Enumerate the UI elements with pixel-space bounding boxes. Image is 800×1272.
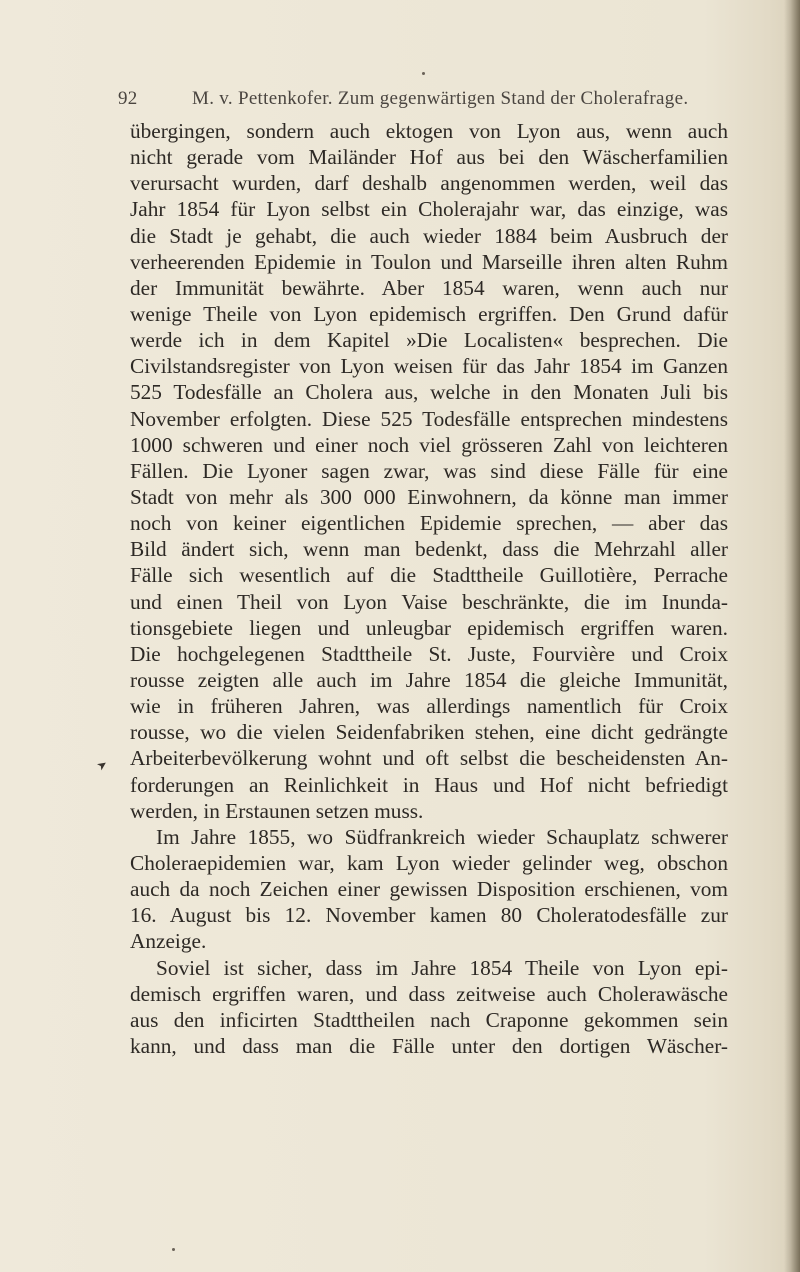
text-line: Jahr 1854 für Lyon selbst ein Cholerajahr war, das einzige, was	[130, 197, 728, 222]
text-line: wenige Theile von Lyon epidemisch ergriffen. Den Grund dafür	[130, 301, 728, 326]
text-line: Choleraepidemien war, kam Lyon wieder gelinder weg, obschon	[130, 850, 728, 875]
text-line: Arbeiterbevölkerung wohnt und oft selbst die bescheidensten An-	[130, 746, 728, 771]
text-line: 1000 schweren und einer noch viel grösseren Zahl von leichteren	[130, 432, 728, 457]
text-line: aus den inficirten Stadttheilen nach Craponne gekommen sein	[130, 1007, 728, 1032]
text-line: tionsgebiete liegen und unleugbar epidemisch ergriffen waren.	[130, 615, 728, 640]
text-line: kann, und dass man die Fälle unter den dortigen Wäscher-	[130, 1033, 728, 1058]
text-line: die Stadt je gehabt, die auch wieder 1884 beim Ausbruch der	[130, 223, 728, 248]
text-line: 16. August bis 12. November kamen 80 Choleratodesfälle zur	[130, 903, 728, 928]
running-head	[118, 88, 728, 114]
page-edge-shadow	[784, 0, 800, 1272]
text-line: rousse zeigten alle auch im Jahre 1854 die gleiche Immunität,	[130, 667, 728, 692]
text-line: noch von keiner eigentlichen Epidemie sprechen, — aber das	[130, 511, 728, 536]
text-line: Soviel ist sicher, dass im Jahre 1854 Theile von Lyon epi-	[156, 955, 728, 980]
margin-mark-icon: ➤	[93, 756, 111, 774]
speck-mark	[172, 1248, 175, 1251]
text-line: 525 Todesfälle an Cholera aus, welche in den Monaten Juli bis	[130, 380, 728, 405]
text-line: übergingen, sondern auch ektogen von Lyon aus, wenn auch	[130, 119, 728, 143]
text-line: verursacht wurden, darf deshalb angenommen werden, weil das	[130, 171, 728, 196]
body-text	[130, 118, 728, 1059]
text-line: November erfolgten. Diese 525 Todesfälle entsprechen mindestens	[130, 406, 728, 431]
text-line: forderungen an Reinlichkeit in Haus und Hof nicht befriedigt	[130, 772, 728, 797]
speck-mark	[422, 72, 425, 75]
text-line: verheerenden Epidemie in Toulon und Marseille ihren alten Ruhm	[130, 249, 728, 274]
text-line: Stadt von mehr als 300 000 Einwohnern, da könne man immer	[130, 484, 728, 509]
text-line: wie in früheren Jahren, was allerdings namentlich für Croix	[130, 694, 728, 719]
text-line: werden, in Erstaunen setzen muss.	[130, 798, 424, 823]
text-line: Fälle sich wesentlich auf die Stadttheile Guillotière, Perrache	[130, 563, 728, 588]
text-line: rousse, wo die vielen Seidenfabriken stehen, eine dicht gedrängte	[130, 720, 728, 745]
page-number: 92	[118, 88, 138, 109]
text-line: Bild ändert sich, wenn man bedenkt, dass die Mehrzahl aller	[130, 537, 728, 562]
text-line: Civilstandsregister von Lyon weisen für das Jahr 1854 im Ganzen	[130, 354, 728, 379]
text-line: Die hochgelegenen Stadttheile St. Juste, Fourvière und Croix	[130, 641, 728, 666]
text-line: der Immunität bewährte. Aber 1854 waren, wenn auch nur	[130, 275, 728, 300]
text-line: und einen Theil von Lyon Vaise beschränkte, die im Inunda-	[130, 589, 728, 614]
text-line: nicht gerade vom Mailänder Hof aus bei den Wäscherfamilien	[130, 145, 728, 170]
running-title: M. v. Pettenkofer. Zum gegenwärtigen Stand der Cholerafrage.	[192, 88, 689, 109]
text-line: Fällen. Die Lyoner sagen zwar, was sind diese Fälle für eine	[130, 458, 728, 483]
text-line: Anzeige.	[130, 929, 207, 954]
text-line: demisch ergriffen waren, und dass zeitweise auch Cholerawäsche	[130, 981, 728, 1006]
text-line: werde ich in dem Kapitel »Die Localisten« besprechen. Die	[130, 328, 728, 353]
text-line: Im Jahre 1855, wo Südfrankreich wieder Schauplatz schwerer	[156, 824, 728, 849]
text-line: auch da noch Zeichen einer gewissen Disposition erschienen, vom	[130, 877, 728, 902]
